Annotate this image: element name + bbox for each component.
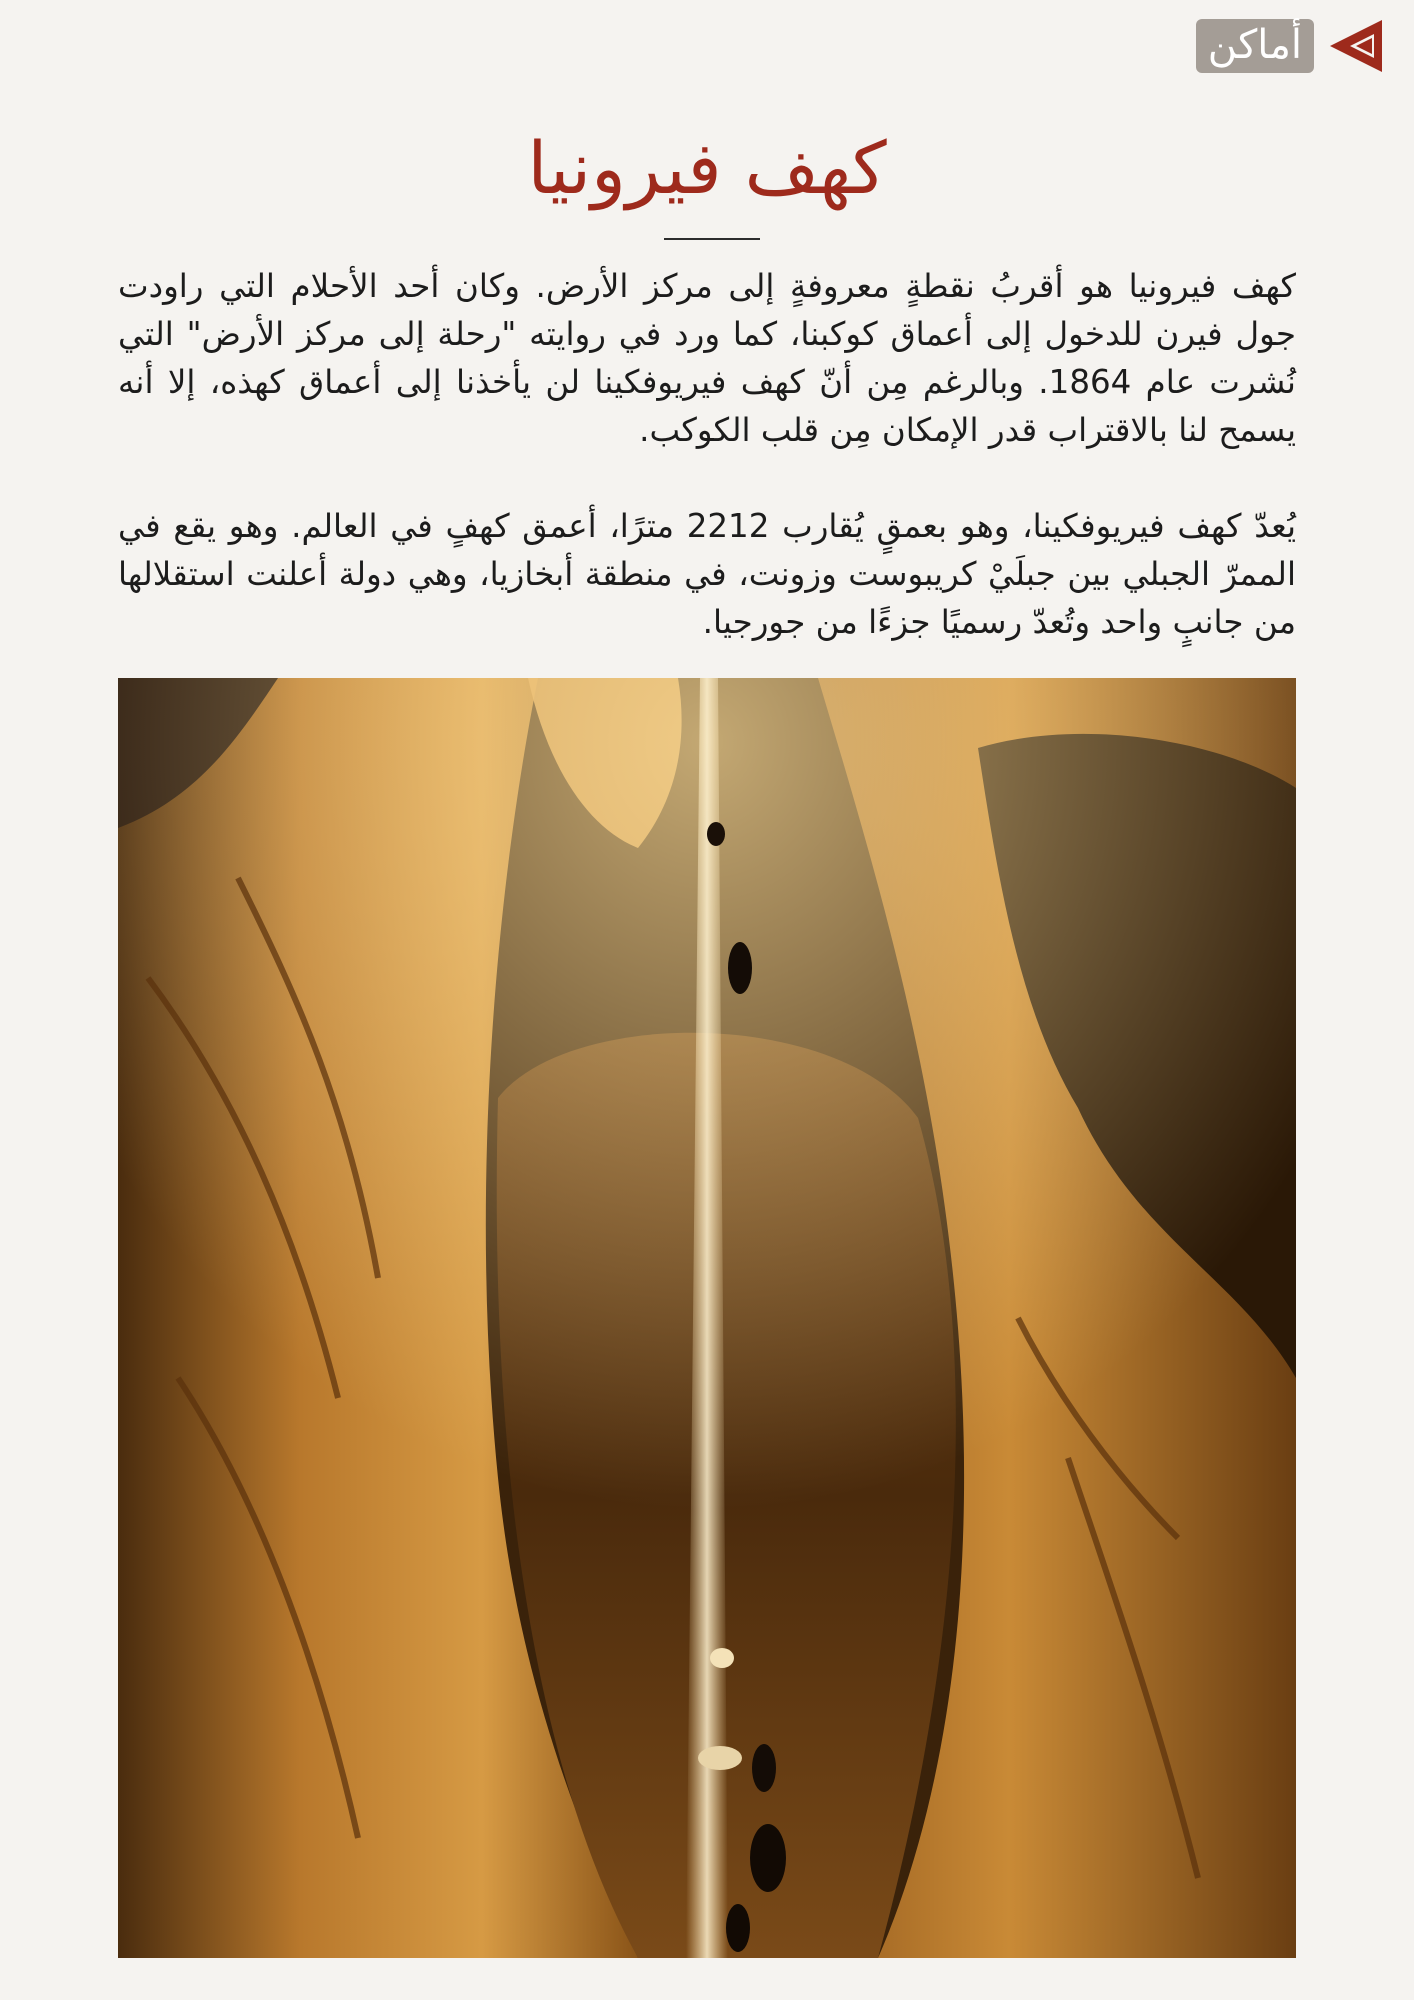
article-paragraph: يُعدّ كهف فيريوفكينا، وهو بعمقٍ يُقارب 2212 مترًا، أعمق كهفٍ في العالم. وهو يقع في الممرّ الجبلي بين جبلَيْ كريبوست وزونت، في منطقة أبخازيا، وهي دولة أعلنت استقلالها من جانبٍ واحد وتُعدّ رسميًا جزءًا من جورجيا. bbox=[118, 507, 1296, 641]
triangle-arrow-icon bbox=[1328, 18, 1386, 74]
section-tag bbox=[1196, 18, 1386, 74]
title-divider bbox=[664, 238, 760, 240]
section-label: أماكن bbox=[1196, 19, 1314, 73]
cave-photo bbox=[118, 678, 1296, 1958]
article-paragraph: كهف فيرونيا هو أقربُ نقطةٍ معروفةٍ إلى مركز الأرض. وكان أحد الأحلام التي راودت جول فيرن للدخول إلى أعماق كوكبنا، كما ورد في روايته "رحلة إلى مركز الأرض" التي نُشرت عام 1864. وبالرغم مِن أنّ كهف فيريوفكينا لن يأخذنا إلى أعماق كهذه، إلا أنه يسمح لنا بالاقتراب قدر الإمكان مِن قلب الكوكب. bbox=[118, 267, 1296, 449]
page-title: كهف فيرونيا bbox=[527, 126, 887, 210]
